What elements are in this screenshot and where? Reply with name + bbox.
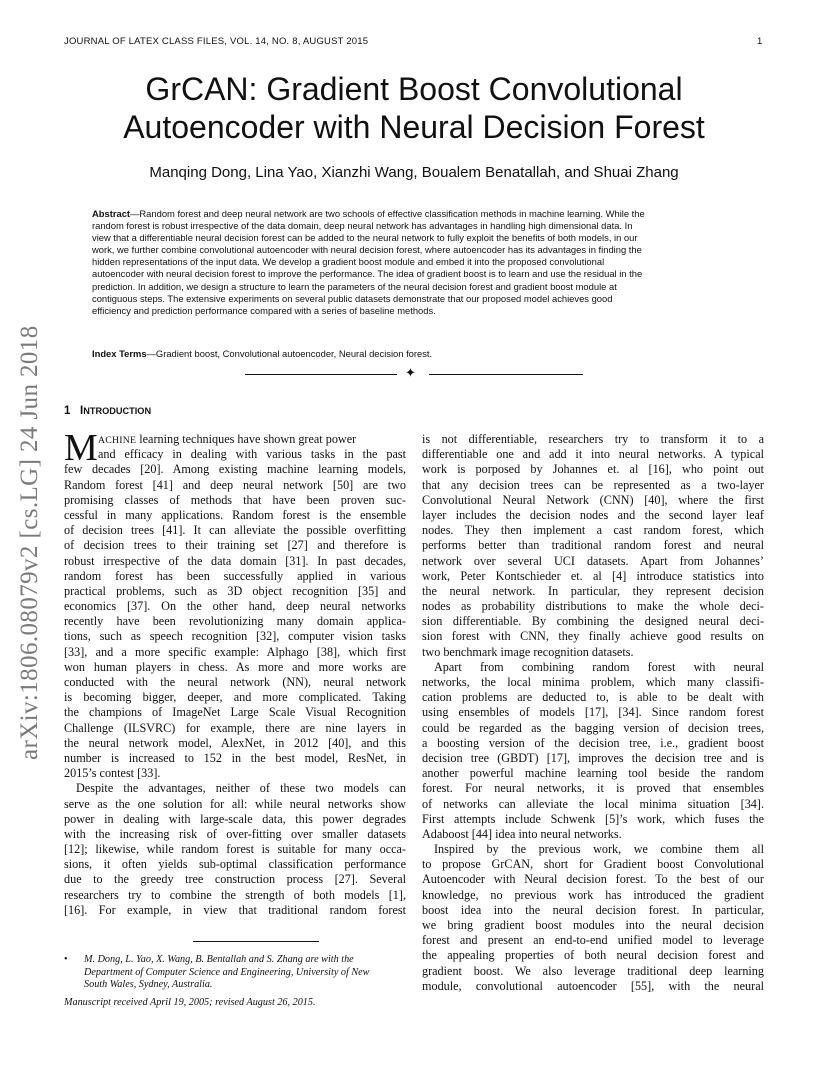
- footnote-bullet-icon: •: [64, 954, 68, 965]
- drop-cap: M: [64, 427, 98, 469]
- body-line: layer includes the decision nodes and the second layer leaf: [422, 507, 764, 522]
- body-line: Apart from combining random forest with neural: [434, 659, 764, 674]
- body-line: that any decision trees can be represented as a two-layer: [422, 477, 764, 492]
- arxiv-side-stamp: arXiv:1806.08079v2 [cs.LG] 24 Jun 2018: [16, 325, 43, 760]
- paper-title: [64, 70, 764, 146]
- body-line: the neural network model, AlexNet, in 2012 [40], and this: [64, 735, 406, 750]
- body-line: won human players in chess. As more and more works are: [64, 659, 406, 674]
- body-line: robust irrespective of the data domain [31]. In past decades,: [64, 553, 406, 568]
- body-line: due to the greedy tree construction process [27]. Several: [64, 872, 406, 887]
- footnote-text: [84, 954, 406, 992]
- body-line: to propose GrCAN, short for Gradient boost Convolutional: [422, 857, 764, 872]
- body-line: work, Peter Kontschieder et. al [4] introduce statistics into: [422, 568, 764, 583]
- body-line: Despite the advantages, neither of these two models can: [76, 781, 406, 796]
- body-line: Adaboost [44] idea into neural networks.: [422, 826, 622, 841]
- body-line: two benchmark image recognition datasets.: [422, 644, 634, 659]
- manuscript-note: Manuscript received April 19, 2005; revised August 26, 2015.: [64, 997, 316, 1008]
- abstract-line: work, we further combine convolutional autoencoder with neural decision forest, where autoencoder has its advantages in finding the: [92, 244, 642, 256]
- body-line: sions, it often yields sub-optimal classification performance: [64, 857, 406, 872]
- left-column: [64, 427, 406, 918]
- body-line: recently have been revolutionizing many domain applica-: [64, 614, 406, 629]
- abstract-line: prediction. In addition, we design a structure to learn the parameters of the neural decision forest and gradient boost module at: [92, 280, 617, 292]
- body-line: [33], and a more specific example: Alphago [38], which first: [64, 644, 406, 659]
- author-list: Manqing Dong, Lina Yao, Xianzhi Wang, Boualem Benatallah, and Shuai Zhang: [149, 164, 679, 181]
- body-line: sion forest with CNN, they finally achieve good results on: [422, 629, 764, 644]
- footnote-rule: [193, 941, 319, 942]
- body-line: Convolutional Neural Network (CNN) [40], where the first: [422, 492, 764, 507]
- body-line: is becoming bigger, deeper, and more complicated. Taking: [64, 690, 406, 705]
- abstract-line: efficiency and prediction performance compared with a series of baseline methods.: [92, 304, 436, 316]
- body-line: nodes as probability distributions to make the whole deci-: [422, 599, 764, 614]
- footnote-line: South Wales, Sydney, Australia.: [84, 979, 213, 990]
- body-line: the appealing properties of both neural decision forest and: [422, 948, 764, 963]
- abstract-line: [92, 208, 736, 220]
- body-line: the neural network. In particular, they represent decision: [422, 583, 764, 598]
- divider-star-icon: ✦: [405, 366, 416, 381]
- body-line: First attempts include Schwenk [5]’s work, which fuses the: [422, 811, 764, 826]
- page-number: 1: [757, 36, 763, 47]
- section-title-rest: NTRODUCTION: [83, 406, 152, 416]
- body-line: boost idea into the neural decision forest. In particular,: [422, 902, 764, 917]
- section-title-initial: I: [80, 405, 84, 417]
- abstract-line: autoencoder with neural decision forest to improve the performance. The idea of gradient boost is to learn and use the residual in the: [92, 268, 643, 280]
- body-line: performs better than traditional random forest and neural: [422, 538, 764, 553]
- footnote-line: M. Dong, L. Yao, X. Wang, B. Bentallah and S. Zhang are with the: [84, 954, 354, 965]
- index-terms-label: Index Terms: [92, 348, 147, 359]
- running-header: JOURNAL OF LATEX CLASS FILES, VOL. 14, NO. 8, AUGUST 2015: [64, 36, 369, 47]
- body-line: forest. For neural networks, it is proved that ensembles: [422, 781, 764, 796]
- body-line: of decision trees to their training set [27] and therefore is: [64, 538, 406, 553]
- body-line: Random forest [41] and deep neural network [50] are two: [64, 477, 406, 492]
- body-line: another powerful machine learning tool beside the random: [422, 766, 764, 781]
- body-line: researchers try to combine the strength of both models [1],: [64, 887, 406, 902]
- body-line: practical problems, such as 3D object recognition [35] and: [64, 583, 406, 598]
- body-line: a boosting version of the decision tree, i.e., gradient boost: [422, 735, 764, 750]
- body-line: knowledge, no previous work has introduced the gradient: [422, 887, 764, 902]
- body-line: cation problems are deducted to, is able to be dealt with: [422, 690, 764, 705]
- body-line: serve as the one solution for all: while neural networks show: [64, 796, 406, 811]
- body-line: differentiable one and add it into neural networks. A typical: [422, 447, 764, 462]
- body-line: network over several UCI datasets. Apart from Johannes’: [422, 553, 764, 568]
- abstract-text: —Random forest and deep neural network are two schools of effective classification methods in machine learning. While the: [130, 208, 645, 219]
- body-line: module, convolutional autoencoder [55], with the neural: [422, 978, 764, 993]
- body-line: conducted with the neural network (NN), neural network: [64, 675, 406, 689]
- body-line: networks, the local minima problem, which many classifi-: [422, 675, 764, 689]
- section-divider: [245, 368, 583, 380]
- body-line: [64, 432, 406, 447]
- abstract-line: contiguous steps. The extensive experiments on several public datasets demonstrate that our proposed model achieves good: [92, 292, 613, 304]
- body-line: promising classes of methods that have been proven suc-: [64, 492, 406, 507]
- section-number: 1: [64, 405, 71, 417]
- section-heading: [64, 405, 151, 417]
- body-line: 2015’s contest [33].: [64, 766, 161, 781]
- body-line: is not differentiable, researchers try to transform it to a: [422, 432, 764, 446]
- right-column: [422, 432, 764, 994]
- footnote-line: Department of Computer Science and Engineering, University of New: [84, 966, 370, 978]
- body-line: Inspired by the previous work, we combine them all: [434, 842, 764, 857]
- body-line: sion differentiable. By combining the designed neural deci-: [422, 614, 764, 629]
- title-line-1: GrCAN: Gradient Boost Convolutional: [145, 71, 683, 107]
- abstract-line: hidden representations of the input data. We develop a gradient boost module and embed it into the proposed convolutional: [92, 256, 605, 268]
- body-line: [16]. For example, in view that traditional random forest: [64, 902, 406, 917]
- abstract: [92, 208, 736, 317]
- title-line-2: Autoencoder with Neural Decision Forest: [123, 109, 705, 145]
- body-line: of networks can alleviate the local minima situation [34].: [422, 796, 764, 811]
- body-line: forest and present an end-to-end unified model to leverage: [422, 933, 764, 948]
- body-line: could be regarded as the bagging version of decision trees,: [422, 720, 764, 735]
- divider-rule-left: [245, 374, 397, 375]
- body-line: Challenge (ILSVRC) for example, there are nine layers in: [64, 720, 406, 735]
- body-line: decision tree (GBDT) [17], improves the decision tree and is: [422, 750, 764, 765]
- index-terms-text: —Gradient boost, Convolutional autoencoder, Neural decision forest.: [146, 348, 433, 359]
- body-line: of decision trees [41]. It can alleviate the possible overfitting: [64, 523, 406, 538]
- divider-rule-right: [429, 374, 583, 375]
- body-line: tions, such as speech recognition [32], computer vision tasks: [64, 629, 406, 644]
- abstract-line: view that a differentiable neural decision forest can be added to the neural network to fully exploit the benefits of both models, in our: [92, 232, 638, 244]
- body-line: random forest has been successfully applied in various: [64, 568, 406, 583]
- body-text: learning techniques have shown great power: [136, 432, 357, 446]
- body-line: using ensembles of models [17], [34]. Since random forest: [422, 705, 764, 720]
- body-line: economics [37]. On the other hand, deep neural networks: [64, 599, 406, 614]
- index-terms: [92, 348, 432, 359]
- smallcaps-word: ACHINE: [98, 435, 137, 446]
- body-line: with the increasing risk of over-fitting over smaller datasets: [64, 826, 406, 841]
- abstract-line: random forest is robust irrespective of the data domain, deep neural network has advantages in handling high dimensional data. In: [92, 220, 633, 232]
- body-line: few decades [20]. Among existing machine learning models,: [64, 462, 406, 477]
- body-line: number is increased to 152 in the best model, ResNet, in: [64, 750, 406, 765]
- body-line: the champions of ImageNet Large Scale Visual Recognition: [64, 705, 406, 720]
- body-line: and efficacy in dealing with various tasks in the past: [98, 447, 406, 462]
- body-line: Autoencoder with Neural decision forest. To the best of our: [422, 872, 764, 887]
- body-line: power in dealing with large-scale data, this power degrades: [64, 811, 406, 826]
- author-affiliation-footnote: [64, 954, 406, 992]
- body-line: we bring gradient boost modules into the neural decision: [422, 918, 764, 932]
- body-line: work is porposed by Johannes et. al [16], who point out: [422, 462, 764, 477]
- body-line: nodes. They then implement a cast random forest, which: [422, 523, 764, 538]
- body-line: [12]; likewise, while random forest is suitable for many occa-: [64, 842, 406, 857]
- body-line: cessful in many applications. Random forest is the ensemble: [64, 507, 406, 522]
- abstract-label: Abstract: [92, 208, 131, 219]
- body-line: gradient boost. We also leverage traditional deep learning: [422, 963, 764, 978]
